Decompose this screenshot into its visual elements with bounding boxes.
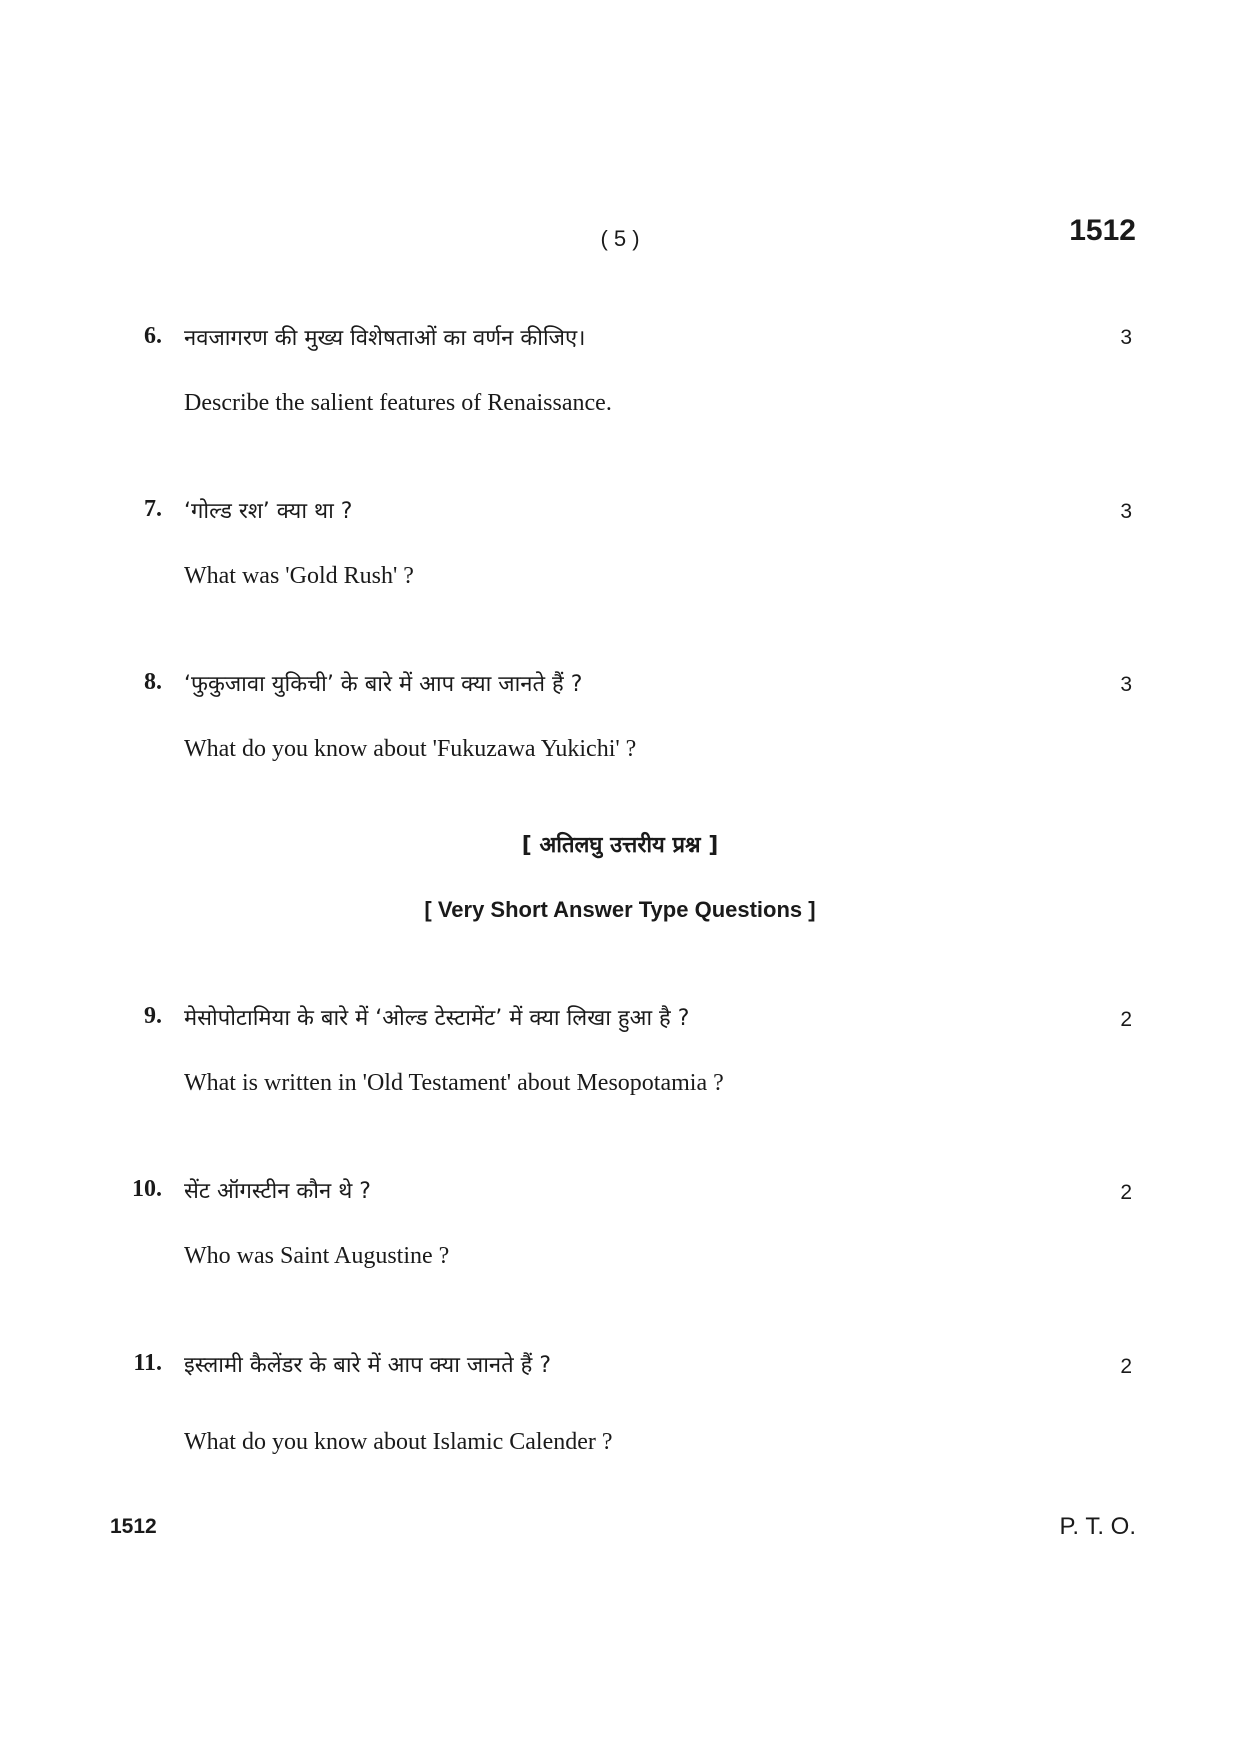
question-marks: 3 <box>1120 673 1132 696</box>
question-text-english: What was 'Gold Rush' ? <box>184 563 414 589</box>
question-text-english: Who was Saint Augustine ? <box>184 1243 450 1269</box>
question-text-hindi: नवजागरण की मुख्य विशेषताओं का वर्णन कीजिए। <box>184 326 586 351</box>
page-number: ( 5 ) <box>600 226 640 251</box>
question-text-hindi: मेसोपोटामिया के बारे में ‘ओल्ड टेस्टामेंट’ में क्या लिखा हुआ है ? <box>184 1006 690 1031</box>
question-number: 7. <box>144 496 162 522</box>
question-text-hindi: इस्लामी कैलेंडर के बारे में आप क्या जानते हैं ? <box>184 1353 551 1378</box>
question-text-english: What do you know about Islamic Calender ? <box>184 1429 613 1455</box>
question-number: 6. <box>144 323 162 349</box>
section-heading-hindi: [ अतिलघु उत्तरीय प्रश्न ] <box>521 833 719 858</box>
question-text-english: Describe the salient features of Renaissance. <box>184 390 612 416</box>
question-text-english: What do you know about 'Fukuzawa Yukichi' ? <box>184 736 637 762</box>
paper-code-footer: 1512 <box>110 1515 157 1538</box>
question-text-hindi: ‘फुकुजावा युकिची’ के बारे में आप क्या जानते हैं ? <box>184 672 583 697</box>
question-number: 9. <box>144 1003 162 1029</box>
section-heading-english: [ Very Short Answer Type Questions ] <box>424 897 816 922</box>
paper-code-header: 1512 <box>1069 214 1136 247</box>
question-marks: 3 <box>1120 500 1132 523</box>
question-number: 10. <box>132 1176 162 1202</box>
please-turn-over: P. T. O. <box>1059 1513 1136 1540</box>
question-text-hindi: ‘गोल्ड रश’ क्या था ? <box>184 499 353 524</box>
question-text-hindi: सेंट ऑगस्टीन कौन थे ? <box>184 1179 371 1204</box>
question-marks: 2 <box>1120 1181 1132 1204</box>
question-number: 8. <box>144 669 162 695</box>
question-text-english: What is written in 'Old Testament' about Mesopotamia ? <box>184 1070 724 1096</box>
question-marks: 2 <box>1120 1008 1132 1031</box>
question-number: 11. <box>133 1350 162 1376</box>
question-marks: 3 <box>1120 326 1132 349</box>
question-marks: 2 <box>1120 1355 1132 1378</box>
